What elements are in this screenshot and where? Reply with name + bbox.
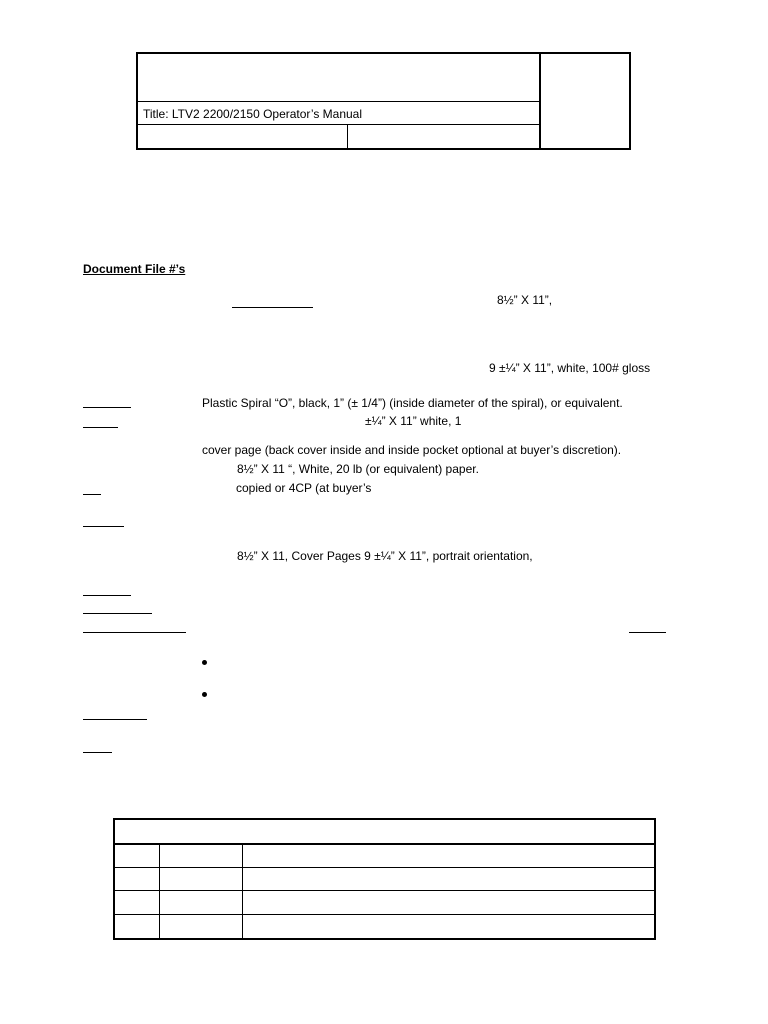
label-underline [83,526,124,527]
table-col-divider [242,844,243,939]
spec-tabs: ±¼” X 11” white, 1 [365,414,462,428]
header-divider-lower-split [347,124,348,149]
header-divider-h1 [136,101,540,102]
label-underline [83,595,131,596]
bullet-point [202,692,207,697]
spec-binding: Plastic Spiral “O”, black, 1” (± 1/4”) (inside diameter of the spiral), or equivalent. [202,396,623,410]
section-heading: Document File #’s [83,262,186,276]
table-row-divider [113,914,656,915]
spec-cover-stock: 9 ±¼” X 11”, white, 100# gloss [489,361,651,375]
header-divider-h2 [136,124,540,125]
table-row-divider [113,867,656,868]
table-col-divider [159,844,160,939]
right-underline [629,632,666,633]
label-underline [83,407,131,408]
label-underline [83,427,118,428]
label-underline [83,613,152,614]
document-title: Title: LTV2 2200/2150 Operator’s Manual [143,107,363,121]
blank-underline [232,307,313,308]
spec-size: 8½” X 11”, [497,293,553,307]
table-row-divider [113,843,656,845]
label-underline [83,719,147,720]
spec-cover-page: cover page (back cover inside and inside pocket optional at buyer’s discretion). [202,443,622,457]
revision-table [113,818,656,940]
label-underline [83,632,186,633]
spec-paper: 8½” X 11 “, White, 20 lb (or equivalent) paper. [237,462,479,476]
spec-orientation: 8½” X 11, Cover Pages 9 ±¼” X 11”, portrait orientation, [237,549,533,563]
bullet-point [202,660,207,665]
label-underline [83,752,112,753]
table-row-divider [113,890,656,891]
label-underline [83,494,101,495]
spec-print: copied or 4CP (at buyer’s [236,481,372,495]
